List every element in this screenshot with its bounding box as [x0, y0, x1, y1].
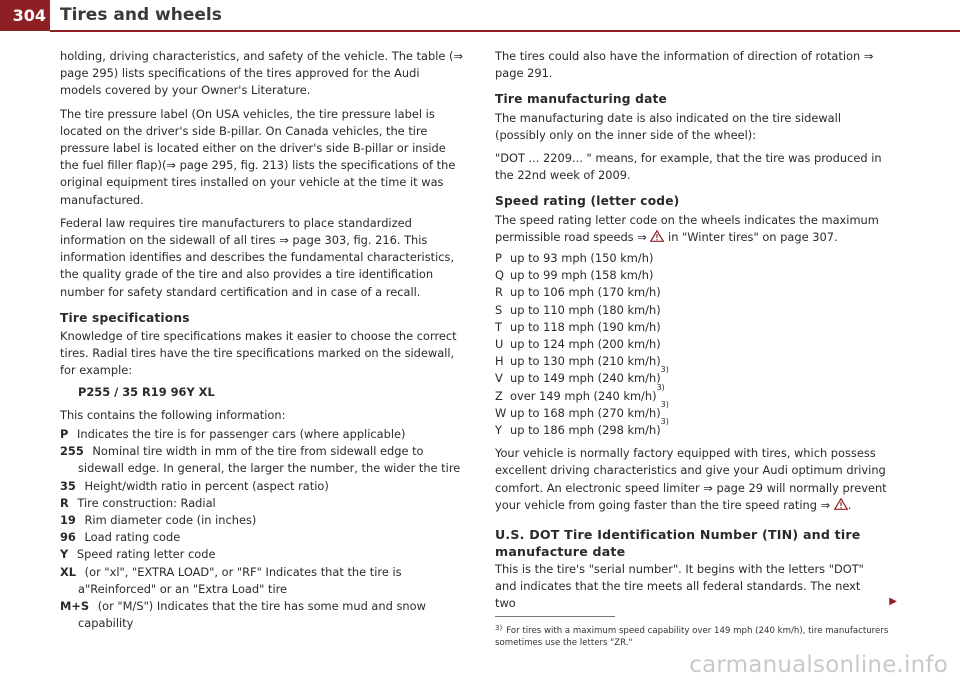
- speed-rating-item: [495, 353, 895, 370]
- speed-value: up to 130 mph (210 km/h): [510, 354, 661, 369]
- speed-rating-item: [495, 417, 895, 439]
- footnote-text: For tires with a maximum speed capability over 149 mph (240 km/h), tire manufacturers sometimes use the letters "ZR.": [495, 626, 889, 648]
- heading-tin: U.S. DOT Tire Identification Number (TIN) and tire manufacture date: [495, 527, 861, 560]
- left-column: [60, 48, 463, 633]
- speed-rating-list: [495, 250, 895, 439]
- speed-value: up to 106 mph (170 km/h): [510, 285, 661, 300]
- spec-definition-item: [60, 564, 463, 598]
- section-title: Tires and wheels: [60, 5, 222, 25]
- footnote-ref: 3): [660, 417, 669, 427]
- spec-description: Tire construction: Radial: [77, 495, 216, 510]
- footnote-rule: [495, 616, 615, 617]
- spec-definition-item: [60, 478, 463, 495]
- speed-rating-item: [495, 302, 895, 319]
- speed-letter: T: [495, 319, 502, 334]
- footnote-ref: 3): [660, 399, 669, 409]
- speed-rating-item: [495, 284, 895, 301]
- speed-rating-item: [495, 336, 895, 353]
- speed-value: up to 110 mph (180 km/h): [510, 302, 661, 317]
- speed-letter: H: [495, 354, 504, 369]
- speed-value: up to 118 mph (190 km/h): [510, 319, 661, 334]
- speed-letter: R: [495, 285, 503, 300]
- spec-code: Y: [60, 547, 69, 562]
- continue-arrow-icon: ▶: [889, 596, 897, 608]
- spec-description: Nominal tire width in mm of the tire from sidewall edge to sidewall edge. In general, the larger the number, the wider the tire: [78, 444, 461, 476]
- spec-description: (or "M/S") Indicates that the tire has some mud and snow capability: [78, 599, 426, 631]
- text: The speed rating letter code on the wheels indicates the maximum permissible road speeds ⇒: [495, 212, 879, 244]
- text: Your vehicle is normally factory equipped with tires, which possess excellent driving characteristics and give your Audi optimum driving comfort. An electronic speed limiter ⇒ page 29 will normally prevent your vehicle from going faster than the tire speed rating ⇒: [495, 446, 887, 512]
- speed-rating-item: [495, 399, 895, 422]
- speed-letter: U: [495, 337, 504, 352]
- paragraph: holding, driving characteristics, and safety of the vehicle. The table (⇒ page 295) lists specifications of the tires approved for the Audi models covered by your Owner's Literature.: [60, 49, 464, 98]
- heading-tire-specifications: Tire specifications: [60, 310, 190, 325]
- tire-spec-example: P255 / 35 R19 96Y XL: [78, 384, 215, 399]
- heading-manufacturing-date: Tire manufacturing date: [495, 92, 668, 107]
- spec-definition-list: [60, 426, 463, 632]
- paragraph: [495, 561, 895, 613]
- speed-value: up to 186 mph (298 km/h): [510, 423, 661, 438]
- spec-code: 255: [60, 444, 84, 459]
- paragraph: [495, 212, 895, 246]
- speed-rating-item: [495, 365, 895, 387]
- header-rule: [50, 30, 960, 32]
- paragraph: Knowledge of tire specifications makes it easier to choose the correct tires. Radial tires have the tire specifications marked on the sidewall, for example:: [60, 329, 457, 378]
- paragraph: This contains the following information:: [60, 407, 286, 422]
- spec-definition-item: [60, 529, 463, 546]
- spec-description: Rim diameter code (in inches): [84, 513, 257, 528]
- spec-code: R: [60, 495, 69, 510]
- heading-speed-rating: Speed rating (letter code): [495, 194, 680, 209]
- paragraph: "DOT ... 2209... " means, for example, that the tire was produced in the 22nd week of 2009.: [495, 151, 882, 183]
- page-number: 304: [0, 0, 50, 31]
- footnote-ref: 3): [660, 365, 669, 375]
- paragraph: Federal law requires tire manufacturers to place standardized information on the sidewall of all tires ⇒ page 303, fig. 216. This information identifies and describes the fundamental characteristics, the quality grade of the tire and also provides a tire identification number for safety standard certification and in case of a recall.: [60, 215, 455, 299]
- spec-definition-item: [60, 512, 463, 529]
- spec-definition-item: [60, 546, 463, 563]
- right-column: [495, 48, 895, 619]
- speed-rating-item: [495, 267, 895, 284]
- spec-definition-item: [60, 426, 463, 443]
- spec-code: P: [60, 427, 69, 442]
- spec-definition-item: [60, 495, 463, 512]
- spec-code: 19: [60, 513, 76, 528]
- paragraph: The tire pressure label (On USA vehicles, the tire pressure label is located on the driver's side B-pillar. On Canada vehicles, the tire pressure label is located either on the driver's side B-pillar or inside the fuel filler flap)(⇒ page 295, fig. 213) lists the specifications of the original equipment tires installed on your vehicle at the time it was manufactured.: [60, 106, 456, 207]
- speed-rating-item: [495, 319, 895, 336]
- text: .: [847, 497, 852, 512]
- speed-letter: Q: [495, 268, 504, 283]
- speed-letter: S: [495, 302, 503, 317]
- text: in "Winter tires" on page 307.: [668, 229, 838, 244]
- warning-icon: [650, 230, 664, 242]
- footnote: [495, 622, 895, 649]
- warning-icon: [834, 498, 848, 510]
- speed-value: up to 168 mph (270 km/h): [510, 405, 661, 420]
- footnote-ref: 3): [656, 382, 665, 392]
- spec-description: Speed rating letter code: [76, 547, 216, 562]
- spec-description: (or "xl", "EXTRA LOAD", or "RF" Indicates that the tire is a"Reinforced" or an "Extra Load" tire: [78, 564, 402, 596]
- speed-value: up to 93 mph (150 km/h): [510, 251, 654, 266]
- spec-description: Load rating code: [84, 530, 181, 545]
- paragraph: The manufacturing date is also indicated on the tire sidewall (possibly only on the inner side of the wheel):: [495, 110, 841, 142]
- speed-value: up to 149 mph (240 km/h): [510, 371, 661, 386]
- speed-rating-item: [495, 382, 895, 405]
- spec-code: 35: [60, 478, 76, 493]
- spec-description: Height/width ratio in percent (aspect ratio): [84, 478, 329, 493]
- speed-letter: W: [495, 405, 507, 420]
- paragraph: [495, 445, 895, 514]
- speed-rating-item: [495, 250, 895, 267]
- spec-definition-item: [60, 598, 463, 632]
- spec-code: 96: [60, 530, 76, 545]
- speed-letter: V: [495, 371, 503, 386]
- text: This is the tire's "serial number". It begins with the letters "DOT" and indicates that the tire meets all federal standards. The next two: [495, 562, 864, 611]
- watermark: carmanualsonline.info: [689, 651, 948, 678]
- spec-description: Indicates the tire is for passenger cars (where applicable): [76, 427, 406, 442]
- footnote-mark: 3): [495, 624, 503, 632]
- spec-code: M+S: [60, 599, 90, 614]
- spec-code: XL: [60, 564, 77, 579]
- speed-value: over 149 mph (240 km/h): [510, 388, 657, 403]
- speed-value: up to 124 mph (200 km/h): [510, 337, 661, 352]
- speed-letter: Y: [495, 423, 502, 438]
- spec-definition-item: [60, 443, 463, 477]
- speed-value: up to 99 mph (158 km/h): [510, 268, 654, 283]
- speed-letter: P: [495, 251, 502, 266]
- speed-letter: Z: [495, 388, 503, 403]
- paragraph: The tires could also have the information of direction of rotation ⇒ page 291.: [495, 49, 874, 81]
